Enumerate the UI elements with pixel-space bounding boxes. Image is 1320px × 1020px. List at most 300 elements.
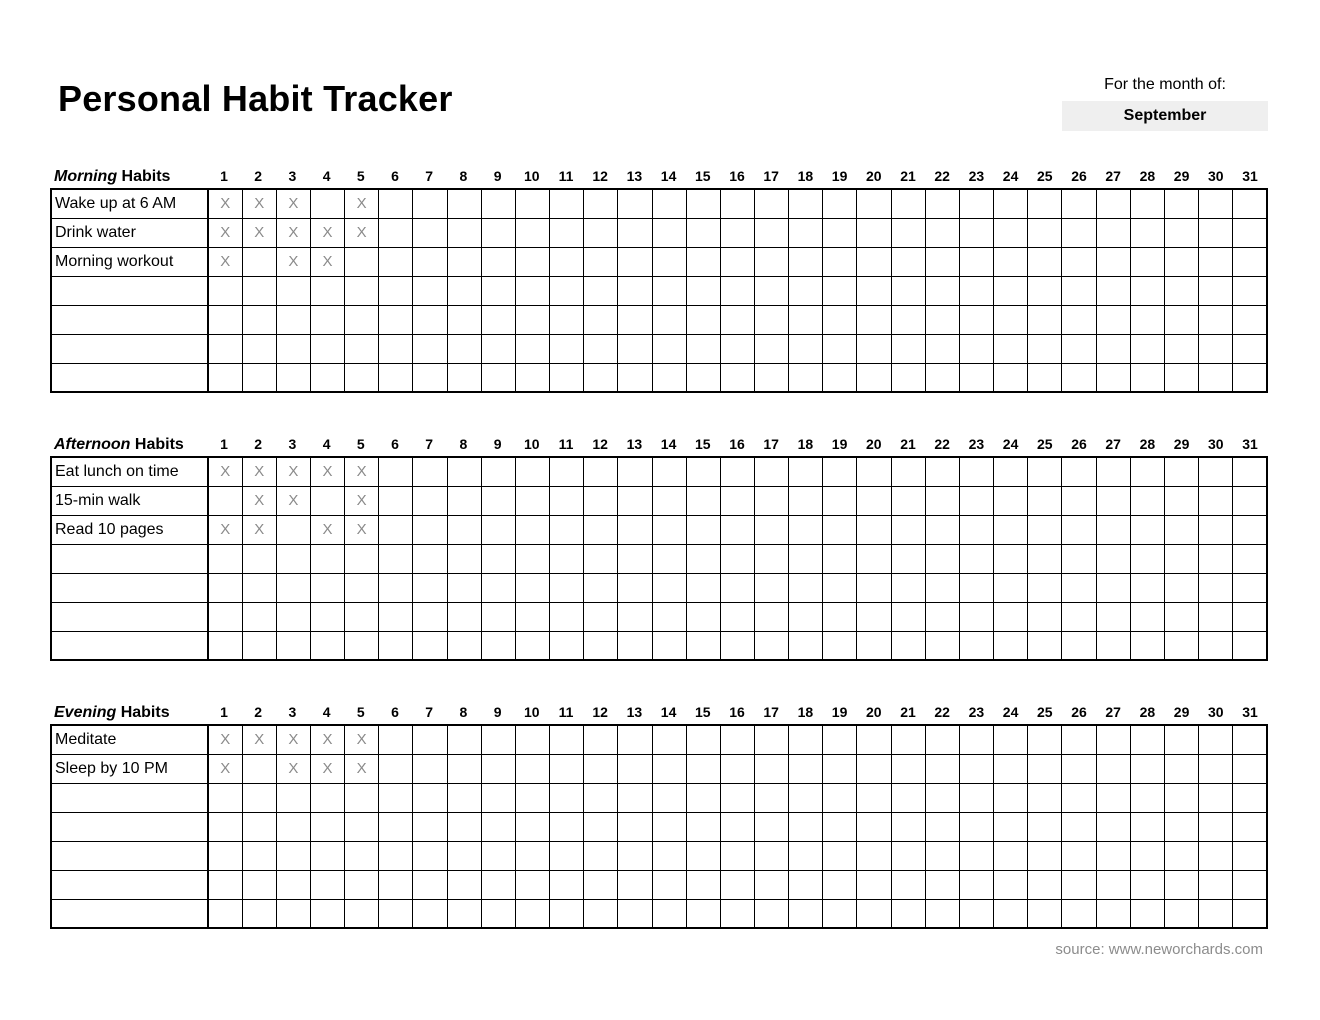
day-check-cell[interactable] xyxy=(652,725,686,754)
day-check-cell[interactable] xyxy=(310,363,344,392)
day-check-cell[interactable] xyxy=(686,631,720,660)
day-check-cell[interactable] xyxy=(1096,899,1130,928)
day-check-cell[interactable] xyxy=(652,247,686,276)
day-check-cell[interactable] xyxy=(1130,631,1164,660)
day-check-cell[interactable] xyxy=(550,189,584,218)
day-check-cell[interactable] xyxy=(994,573,1028,602)
day-check-cell[interactable] xyxy=(618,486,652,515)
day-check-cell[interactable] xyxy=(994,899,1028,928)
day-check-cell[interactable] xyxy=(754,812,788,841)
day-check-cell[interactable] xyxy=(1062,218,1096,247)
day-check-cell[interactable] xyxy=(925,457,959,486)
day-check-cell[interactable] xyxy=(925,870,959,899)
day-check-cell[interactable] xyxy=(1233,544,1267,573)
day-check-cell[interactable] xyxy=(652,515,686,544)
habit-name-cell[interactable]: Wake up at 6 AM xyxy=(51,189,208,218)
day-check-cell[interactable] xyxy=(686,305,720,334)
day-check-cell[interactable] xyxy=(345,247,379,276)
day-check-cell[interactable] xyxy=(994,334,1028,363)
day-check-cell[interactable] xyxy=(310,899,344,928)
day-check-cell[interactable] xyxy=(686,544,720,573)
day-check-cell[interactable] xyxy=(959,247,993,276)
day-check-cell[interactable] xyxy=(413,334,447,363)
day-check-cell[interactable] xyxy=(891,899,925,928)
day-check-cell[interactable] xyxy=(584,486,618,515)
day-check-cell[interactable] xyxy=(720,247,754,276)
day-check-cell[interactable] xyxy=(754,899,788,928)
day-check-cell[interactable] xyxy=(413,189,447,218)
day-check-cell[interactable] xyxy=(379,573,413,602)
day-check-cell[interactable] xyxy=(310,812,344,841)
day-check-cell[interactable]: X xyxy=(276,486,310,515)
day-check-cell[interactable] xyxy=(515,363,549,392)
day-check-cell[interactable] xyxy=(789,754,823,783)
day-check-cell[interactable] xyxy=(584,515,618,544)
day-check-cell[interactable] xyxy=(1028,515,1062,544)
day-check-cell[interactable] xyxy=(925,247,959,276)
day-check-cell[interactable] xyxy=(584,812,618,841)
day-check-cell[interactable] xyxy=(515,218,549,247)
day-check-cell[interactable]: X xyxy=(242,515,276,544)
day-check-cell[interactable] xyxy=(686,334,720,363)
day-check-cell[interactable] xyxy=(276,515,310,544)
day-check-cell[interactable] xyxy=(276,783,310,812)
day-check-cell[interactable] xyxy=(959,602,993,631)
day-check-cell[interactable] xyxy=(1199,841,1233,870)
day-check-cell[interactable] xyxy=(1096,631,1130,660)
day-check-cell[interactable] xyxy=(208,812,242,841)
day-check-cell[interactable] xyxy=(413,754,447,783)
day-check-cell[interactable]: X xyxy=(242,725,276,754)
day-check-cell[interactable] xyxy=(481,457,515,486)
day-check-cell[interactable] xyxy=(1096,602,1130,631)
day-check-cell[interactable] xyxy=(823,725,857,754)
day-check-cell[interactable] xyxy=(789,841,823,870)
day-check-cell[interactable] xyxy=(618,631,652,660)
day-check-cell[interactable] xyxy=(515,276,549,305)
day-check-cell[interactable] xyxy=(1233,457,1267,486)
day-check-cell[interactable] xyxy=(994,515,1028,544)
day-check-cell[interactable] xyxy=(550,515,584,544)
day-check-cell[interactable] xyxy=(686,573,720,602)
day-check-cell[interactable] xyxy=(208,783,242,812)
day-check-cell[interactable] xyxy=(959,305,993,334)
day-check-cell[interactable] xyxy=(823,783,857,812)
day-check-cell[interactable] xyxy=(857,247,891,276)
day-check-cell[interactable] xyxy=(823,363,857,392)
day-check-cell[interactable] xyxy=(1130,334,1164,363)
day-check-cell[interactable] xyxy=(891,573,925,602)
day-check-cell[interactable] xyxy=(1233,870,1267,899)
day-check-cell[interactable] xyxy=(584,457,618,486)
day-check-cell[interactable] xyxy=(686,363,720,392)
day-check-cell[interactable] xyxy=(857,870,891,899)
day-check-cell[interactable] xyxy=(823,305,857,334)
day-check-cell[interactable] xyxy=(823,631,857,660)
day-check-cell[interactable] xyxy=(584,602,618,631)
day-check-cell[interactable] xyxy=(1199,544,1233,573)
habit-name-cell[interactable]: Eat lunch on time xyxy=(51,457,208,486)
day-check-cell[interactable] xyxy=(789,247,823,276)
day-check-cell[interactable] xyxy=(345,783,379,812)
day-check-cell[interactable] xyxy=(584,725,618,754)
habit-name-cell[interactable]: 15-min walk xyxy=(51,486,208,515)
day-check-cell[interactable] xyxy=(208,486,242,515)
day-check-cell[interactable] xyxy=(515,631,549,660)
day-check-cell[interactable] xyxy=(686,812,720,841)
day-check-cell[interactable]: X xyxy=(310,725,344,754)
day-check-cell[interactable] xyxy=(857,457,891,486)
day-check-cell[interactable] xyxy=(481,870,515,899)
day-check-cell[interactable] xyxy=(1130,276,1164,305)
day-check-cell[interactable] xyxy=(379,725,413,754)
day-check-cell[interactable]: X xyxy=(276,725,310,754)
day-check-cell[interactable] xyxy=(823,189,857,218)
day-check-cell[interactable] xyxy=(720,457,754,486)
day-check-cell[interactable] xyxy=(447,544,481,573)
day-check-cell[interactable] xyxy=(1233,363,1267,392)
day-check-cell[interactable] xyxy=(584,218,618,247)
day-check-cell[interactable] xyxy=(857,783,891,812)
day-check-cell[interactable] xyxy=(310,573,344,602)
day-check-cell[interactable] xyxy=(1164,841,1198,870)
day-check-cell[interactable] xyxy=(584,899,618,928)
day-check-cell[interactable] xyxy=(1028,363,1062,392)
day-check-cell[interactable] xyxy=(857,334,891,363)
day-check-cell[interactable] xyxy=(1233,725,1267,754)
day-check-cell[interactable] xyxy=(1199,870,1233,899)
day-check-cell[interactable] xyxy=(550,602,584,631)
day-check-cell[interactable] xyxy=(413,783,447,812)
day-check-cell[interactable] xyxy=(925,754,959,783)
day-check-cell[interactable] xyxy=(310,631,344,660)
day-check-cell[interactable]: X xyxy=(345,515,379,544)
day-check-cell[interactable] xyxy=(891,276,925,305)
day-check-cell[interactable]: X xyxy=(208,247,242,276)
day-check-cell[interactable] xyxy=(413,841,447,870)
day-check-cell[interactable] xyxy=(959,783,993,812)
day-check-cell[interactable] xyxy=(379,841,413,870)
day-check-cell[interactable] xyxy=(310,276,344,305)
day-check-cell[interactable] xyxy=(891,363,925,392)
day-check-cell[interactable] xyxy=(1233,276,1267,305)
day-check-cell[interactable] xyxy=(823,486,857,515)
day-check-cell[interactable] xyxy=(823,870,857,899)
day-check-cell[interactable] xyxy=(550,544,584,573)
day-check-cell[interactable] xyxy=(720,631,754,660)
day-check-cell[interactable] xyxy=(925,515,959,544)
day-check-cell[interactable] xyxy=(1130,544,1164,573)
day-check-cell[interactable] xyxy=(276,841,310,870)
day-check-cell[interactable] xyxy=(754,515,788,544)
day-check-cell[interactable] xyxy=(1164,189,1198,218)
day-check-cell[interactable] xyxy=(481,602,515,631)
day-check-cell[interactable] xyxy=(994,247,1028,276)
day-check-cell[interactable] xyxy=(925,899,959,928)
day-check-cell[interactable] xyxy=(379,189,413,218)
day-check-cell[interactable] xyxy=(754,841,788,870)
day-check-cell[interactable]: X xyxy=(208,754,242,783)
day-check-cell[interactable] xyxy=(481,189,515,218)
day-check-cell[interactable] xyxy=(1130,899,1164,928)
day-check-cell[interactable] xyxy=(1130,189,1164,218)
day-check-cell[interactable]: X xyxy=(345,754,379,783)
day-check-cell[interactable] xyxy=(447,334,481,363)
day-check-cell[interactable] xyxy=(379,754,413,783)
day-check-cell[interactable] xyxy=(857,725,891,754)
day-check-cell[interactable] xyxy=(686,515,720,544)
day-check-cell[interactable] xyxy=(652,334,686,363)
day-check-cell[interactable] xyxy=(515,189,549,218)
day-check-cell[interactable] xyxy=(959,631,993,660)
day-check-cell[interactable] xyxy=(276,602,310,631)
day-check-cell[interactable] xyxy=(447,515,481,544)
day-check-cell[interactable] xyxy=(413,305,447,334)
day-check-cell[interactable]: X xyxy=(208,218,242,247)
day-check-cell[interactable] xyxy=(994,305,1028,334)
day-check-cell[interactable] xyxy=(584,544,618,573)
habit-name-cell[interactable]: Morning workout xyxy=(51,247,208,276)
day-check-cell[interactable] xyxy=(789,544,823,573)
habit-name-cell[interactable] xyxy=(51,899,208,928)
day-check-cell[interactable] xyxy=(276,276,310,305)
day-check-cell[interactable] xyxy=(447,218,481,247)
day-check-cell[interactable] xyxy=(1164,783,1198,812)
day-check-cell[interactable] xyxy=(447,276,481,305)
day-check-cell[interactable] xyxy=(720,189,754,218)
day-check-cell[interactable] xyxy=(242,334,276,363)
day-check-cell[interactable] xyxy=(1233,841,1267,870)
day-check-cell[interactable] xyxy=(242,754,276,783)
day-check-cell[interactable] xyxy=(686,725,720,754)
day-check-cell[interactable] xyxy=(925,334,959,363)
day-check-cell[interactable] xyxy=(310,783,344,812)
day-check-cell[interactable] xyxy=(515,870,549,899)
day-check-cell[interactable] xyxy=(515,573,549,602)
day-check-cell[interactable] xyxy=(652,305,686,334)
day-check-cell[interactable] xyxy=(686,602,720,631)
day-check-cell[interactable] xyxy=(652,573,686,602)
day-check-cell[interactable] xyxy=(481,754,515,783)
day-check-cell[interactable] xyxy=(1164,725,1198,754)
day-check-cell[interactable] xyxy=(379,870,413,899)
day-check-cell[interactable] xyxy=(720,841,754,870)
day-check-cell[interactable] xyxy=(310,544,344,573)
day-check-cell[interactable] xyxy=(823,276,857,305)
day-check-cell[interactable] xyxy=(1130,363,1164,392)
day-check-cell[interactable] xyxy=(1199,334,1233,363)
day-check-cell[interactable] xyxy=(1096,486,1130,515)
day-check-cell[interactable] xyxy=(1096,276,1130,305)
day-check-cell[interactable] xyxy=(481,276,515,305)
day-check-cell[interactable] xyxy=(789,486,823,515)
day-check-cell[interactable] xyxy=(652,544,686,573)
day-check-cell[interactable] xyxy=(823,573,857,602)
day-check-cell[interactable] xyxy=(857,218,891,247)
day-check-cell[interactable] xyxy=(959,189,993,218)
day-check-cell[interactable] xyxy=(208,870,242,899)
day-check-cell[interactable] xyxy=(515,841,549,870)
day-check-cell[interactable] xyxy=(1028,247,1062,276)
day-check-cell[interactable]: X xyxy=(242,218,276,247)
day-check-cell[interactable] xyxy=(720,515,754,544)
day-check-cell[interactable] xyxy=(1233,812,1267,841)
day-check-cell[interactable] xyxy=(925,218,959,247)
day-check-cell[interactable] xyxy=(959,754,993,783)
day-check-cell[interactable] xyxy=(720,812,754,841)
day-check-cell[interactable] xyxy=(1028,276,1062,305)
day-check-cell[interactable] xyxy=(276,573,310,602)
day-check-cell[interactable] xyxy=(413,870,447,899)
day-check-cell[interactable] xyxy=(823,515,857,544)
day-check-cell[interactable] xyxy=(1028,189,1062,218)
day-check-cell[interactable] xyxy=(481,841,515,870)
day-check-cell[interactable] xyxy=(1233,305,1267,334)
day-check-cell[interactable] xyxy=(652,189,686,218)
day-check-cell[interactable] xyxy=(242,841,276,870)
day-check-cell[interactable] xyxy=(550,899,584,928)
day-check-cell[interactable] xyxy=(515,515,549,544)
day-check-cell[interactable] xyxy=(618,189,652,218)
day-check-cell[interactable] xyxy=(857,486,891,515)
day-check-cell[interactable] xyxy=(242,870,276,899)
day-check-cell[interactable] xyxy=(1028,812,1062,841)
day-check-cell[interactable] xyxy=(959,725,993,754)
day-check-cell[interactable] xyxy=(447,486,481,515)
day-check-cell[interactable] xyxy=(754,363,788,392)
day-check-cell[interactable] xyxy=(379,218,413,247)
day-check-cell[interactable] xyxy=(618,602,652,631)
day-check-cell[interactable] xyxy=(789,334,823,363)
day-check-cell[interactable] xyxy=(1096,812,1130,841)
day-check-cell[interactable] xyxy=(208,334,242,363)
day-check-cell[interactable] xyxy=(1028,334,1062,363)
day-check-cell[interactable] xyxy=(550,725,584,754)
day-check-cell[interactable] xyxy=(276,544,310,573)
day-check-cell[interactable] xyxy=(1233,189,1267,218)
day-check-cell[interactable] xyxy=(584,870,618,899)
day-check-cell[interactable] xyxy=(789,218,823,247)
habit-name-cell[interactable] xyxy=(51,334,208,363)
day-check-cell[interactable] xyxy=(720,602,754,631)
day-check-cell[interactable] xyxy=(515,602,549,631)
day-check-cell[interactable] xyxy=(1062,754,1096,783)
day-check-cell[interactable] xyxy=(925,276,959,305)
day-check-cell[interactable] xyxy=(720,899,754,928)
day-check-cell[interactable] xyxy=(1028,841,1062,870)
day-check-cell[interactable] xyxy=(994,544,1028,573)
day-check-cell[interactable] xyxy=(720,363,754,392)
day-check-cell[interactable] xyxy=(310,189,344,218)
day-check-cell[interactable] xyxy=(857,754,891,783)
day-check-cell[interactable] xyxy=(994,276,1028,305)
day-check-cell[interactable]: X xyxy=(208,457,242,486)
day-check-cell[interactable] xyxy=(208,602,242,631)
day-check-cell[interactable] xyxy=(754,334,788,363)
day-check-cell[interactable] xyxy=(1199,631,1233,660)
day-check-cell[interactable] xyxy=(1062,276,1096,305)
day-check-cell[interactable] xyxy=(959,457,993,486)
day-check-cell[interactable] xyxy=(310,334,344,363)
day-check-cell[interactable]: X xyxy=(310,218,344,247)
day-check-cell[interactable] xyxy=(652,812,686,841)
day-check-cell[interactable] xyxy=(242,276,276,305)
day-check-cell[interactable] xyxy=(754,602,788,631)
day-check-cell[interactable] xyxy=(208,573,242,602)
day-check-cell[interactable] xyxy=(481,783,515,812)
day-check-cell[interactable] xyxy=(379,602,413,631)
day-check-cell[interactable]: X xyxy=(208,189,242,218)
day-check-cell[interactable] xyxy=(891,515,925,544)
habit-name-cell[interactable]: Sleep by 10 PM xyxy=(51,754,208,783)
habit-name-cell[interactable] xyxy=(51,544,208,573)
day-check-cell[interactable] xyxy=(447,754,481,783)
day-check-cell[interactable] xyxy=(1028,486,1062,515)
day-check-cell[interactable] xyxy=(208,363,242,392)
day-check-cell[interactable] xyxy=(447,812,481,841)
day-check-cell[interactable] xyxy=(379,276,413,305)
day-check-cell[interactable] xyxy=(686,841,720,870)
day-check-cell[interactable] xyxy=(1130,486,1164,515)
day-check-cell[interactable] xyxy=(310,841,344,870)
day-check-cell[interactable] xyxy=(447,189,481,218)
day-check-cell[interactable] xyxy=(1062,812,1096,841)
day-check-cell[interactable] xyxy=(1233,486,1267,515)
day-check-cell[interactable] xyxy=(413,515,447,544)
day-check-cell[interactable] xyxy=(345,573,379,602)
day-check-cell[interactable] xyxy=(310,602,344,631)
day-check-cell[interactable] xyxy=(1062,602,1096,631)
day-check-cell[interactable] xyxy=(994,363,1028,392)
day-check-cell[interactable] xyxy=(515,457,549,486)
day-check-cell[interactable] xyxy=(925,783,959,812)
day-check-cell[interactable] xyxy=(584,334,618,363)
day-check-cell[interactable] xyxy=(550,754,584,783)
habit-name-cell[interactable] xyxy=(51,783,208,812)
habit-name-cell[interactable] xyxy=(51,276,208,305)
day-check-cell[interactable] xyxy=(345,363,379,392)
day-check-cell[interactable] xyxy=(754,276,788,305)
day-check-cell[interactable] xyxy=(550,247,584,276)
day-check-cell[interactable] xyxy=(652,276,686,305)
day-check-cell[interactable] xyxy=(481,363,515,392)
day-check-cell[interactable] xyxy=(1028,899,1062,928)
day-check-cell[interactable] xyxy=(618,783,652,812)
day-check-cell[interactable] xyxy=(1199,218,1233,247)
day-check-cell[interactable] xyxy=(754,725,788,754)
day-check-cell[interactable] xyxy=(447,631,481,660)
day-check-cell[interactable] xyxy=(652,841,686,870)
day-check-cell[interactable] xyxy=(754,783,788,812)
day-check-cell[interactable] xyxy=(789,631,823,660)
day-check-cell[interactable] xyxy=(925,841,959,870)
day-check-cell[interactable] xyxy=(925,305,959,334)
day-check-cell[interactable] xyxy=(823,899,857,928)
day-check-cell[interactable] xyxy=(1062,334,1096,363)
day-check-cell[interactable] xyxy=(1096,783,1130,812)
day-check-cell[interactable] xyxy=(857,276,891,305)
day-check-cell[interactable] xyxy=(242,602,276,631)
day-check-cell[interactable] xyxy=(1028,544,1062,573)
day-check-cell[interactable] xyxy=(618,218,652,247)
day-check-cell[interactable] xyxy=(515,725,549,754)
day-check-cell[interactable] xyxy=(891,305,925,334)
day-check-cell[interactable] xyxy=(481,305,515,334)
day-check-cell[interactable] xyxy=(618,544,652,573)
day-check-cell[interactable] xyxy=(345,631,379,660)
day-check-cell[interactable] xyxy=(994,486,1028,515)
day-check-cell[interactable] xyxy=(413,457,447,486)
